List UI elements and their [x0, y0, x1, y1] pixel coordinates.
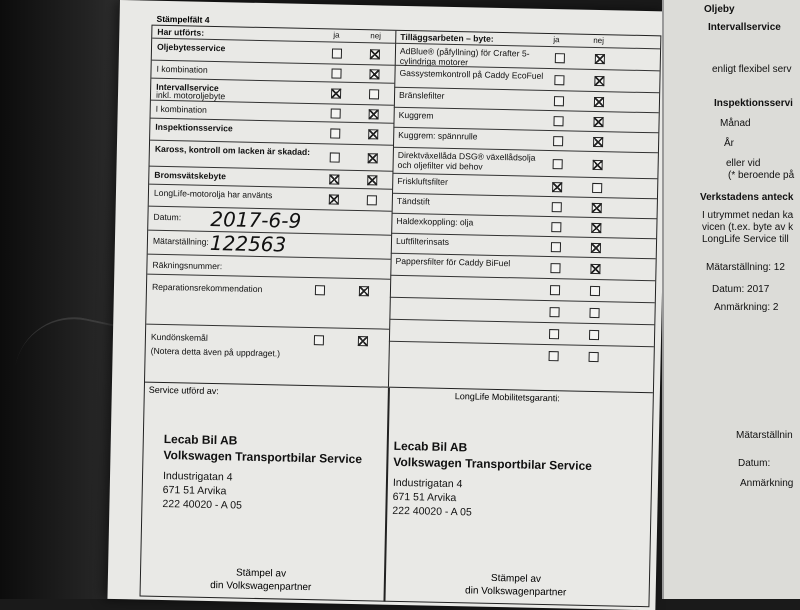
ja-checkbox[interactable] [551, 242, 561, 252]
row-label: Gassystemkontroll på Caddy EcoFuel [399, 67, 544, 81]
nej-checkbox[interactable] [368, 129, 378, 139]
p2-line: Verkstadens anteck [700, 192, 794, 203]
service-booklet-page [107, 0, 667, 610]
form-title: Stämpelfält 4 [156, 13, 210, 25]
p2-line: Månad [720, 118, 751, 129]
p2-line: (* beroende på [728, 170, 795, 181]
p2-line: Anmärkning: 2 [714, 302, 779, 313]
row-label: Friskluftsfilter [397, 175, 448, 187]
kund-row [145, 324, 389, 387]
left-header: Har utförts: [157, 26, 205, 38]
dealer-stamp-left [162, 431, 362, 515]
nej-checkbox[interactable] [369, 109, 379, 119]
nej-checkbox[interactable] [589, 308, 599, 318]
p2-line: LongLife Service till [702, 234, 789, 245]
row-label: Intervallservice [156, 81, 219, 94]
stamp-city: 671 51 Arvika [392, 490, 457, 505]
row-label: Direktväxellåda DSG® växellådsolja och oljefilter vid behov [397, 149, 536, 172]
stamp-street: Industrigatan 4 [392, 476, 463, 491]
stamp-name: Lecab Bil AB [393, 438, 468, 455]
row-label: Tändstift [396, 195, 430, 207]
nej-checkbox[interactable] [590, 264, 600, 274]
row-sub-label: inkl. motoroljebyte [155, 89, 226, 102]
ja-checkbox[interactable] [552, 202, 562, 212]
nej-checkbox[interactable] [359, 286, 369, 296]
nej-checkbox[interactable] [594, 97, 604, 107]
stamp-code: 222 40020 - A 05 [392, 504, 472, 519]
stamp-city: 671 51 Arvika [162, 484, 227, 498]
stamp-sub: Volkswagen Transportbilar Service [393, 454, 593, 473]
nej-checkbox[interactable] [592, 203, 602, 213]
p2-line: Mätarställning: 12 [706, 262, 785, 273]
nej-checkbox[interactable] [593, 137, 603, 147]
p2-line: Mätarställnin [736, 430, 793, 441]
ja-checkbox[interactable] [555, 53, 565, 63]
p2-line: Inspektionsservi [714, 98, 793, 109]
reparation-label: Reparationsrekommendation [151, 281, 263, 295]
row-label: Haldexkoppling: olja [396, 215, 474, 228]
p2-line: Intervallservice [708, 22, 781, 33]
dealer-stamp-right [392, 438, 592, 522]
p2-line: Anmärkning [740, 478, 794, 489]
nej-checkbox[interactable] [369, 89, 379, 99]
stamp-code: 222 40020 - A 05 [162, 498, 242, 512]
row-label: I kombination [156, 63, 208, 75]
stamp-sub: Volkswagen Transportbilar Service [163, 448, 363, 467]
nej-checkbox[interactable] [592, 183, 602, 193]
nej-label: nej [370, 31, 382, 41]
ja-checkbox[interactable] [332, 48, 342, 58]
nej-checkbox[interactable] [595, 54, 605, 64]
caption-line-1: Stämpel av [490, 572, 542, 585]
next-booklet-page [662, 0, 800, 599]
row-label: Luftfilterinsats [395, 235, 450, 247]
nej-checkbox[interactable] [358, 336, 368, 346]
right-row [388, 341, 653, 369]
ja-checkbox[interactable] [550, 263, 560, 273]
row-label: Inspektionsservice [155, 121, 233, 134]
right-column [388, 31, 660, 392]
caption-line-2: din Volkswagenpartner [210, 580, 312, 594]
caption-line-2: din Volkswagenpartner [464, 585, 567, 599]
nej-checkbox[interactable] [591, 243, 601, 253]
row-label: Bromsvätskebyte [154, 169, 227, 182]
mobility-label: LongLife Mobilitetsgaranti: [454, 391, 560, 404]
ja-checkbox[interactable] [331, 68, 341, 78]
p2-line: I utrymmet nedan ka [702, 210, 794, 221]
datum-value[interactable]: 2017-6-9 [210, 206, 302, 233]
ja-checkbox[interactable] [315, 285, 325, 295]
nej-checkbox[interactable] [593, 117, 603, 127]
ja-checkbox[interactable] [554, 96, 564, 106]
p2-line: enligt flexibel serv [712, 64, 792, 75]
p2-line: År [724, 138, 734, 149]
p2-line: eller vid [726, 158, 761, 169]
rakning-label: Räkningsnummer: [152, 259, 223, 272]
ja-checkbox[interactable] [331, 108, 341, 118]
ja-checkbox[interactable] [330, 152, 340, 162]
matar-label: Mätarställning: [152, 235, 209, 247]
datum-label: Datum: [153, 211, 182, 223]
nej-checkbox[interactable] [367, 175, 377, 185]
row-label: Kuggrem: spännrulle [398, 129, 478, 142]
nej-checkbox[interactable] [591, 223, 601, 233]
ja-checkbox[interactable] [553, 136, 563, 146]
kund-label: Kundönskemål [150, 331, 208, 343]
service-label: Service utförd av: [148, 384, 219, 397]
row-label: AdBlue® (påfyllning) för Crafter 5-cylindriga motorer [399, 45, 530, 68]
row-label: Kuggrem [398, 109, 434, 121]
nej-checkbox[interactable] [369, 69, 379, 79]
stamp-caption-left [161, 565, 362, 595]
stamp-caption-right [416, 570, 617, 600]
reparation-row [146, 274, 390, 330]
nej-checkbox[interactable] [589, 352, 599, 362]
left-column [145, 26, 396, 387]
p2-line: Datum: 2017 [712, 284, 770, 295]
ja-checkbox[interactable] [549, 329, 559, 339]
row-label: Kaross, kontroll om lacken är skadad: [154, 143, 311, 158]
nej-checkbox[interactable] [594, 76, 604, 86]
ja-checkbox[interactable] [314, 335, 324, 345]
row-label: I kombination [155, 103, 207, 115]
ja-checkbox[interactable] [330, 128, 340, 138]
ja-label: ja [333, 30, 340, 40]
right-header: Tilläggsarbeten – byte: [400, 31, 494, 44]
row-label [394, 344, 539, 347]
nej-checkbox[interactable] [590, 286, 600, 296]
row-label: Oljebytesservice [156, 41, 226, 54]
ja-label-right: ja [553, 35, 560, 45]
ja-checkbox[interactable] [553, 159, 563, 169]
row-label [395, 300, 540, 303]
stamp-divider [383, 388, 389, 602]
nej-checkbox[interactable] [593, 160, 603, 170]
p2-line: Oljeby [704, 4, 735, 15]
ja-checkbox[interactable] [551, 222, 561, 232]
nej-checkbox[interactable] [368, 153, 378, 163]
p2-line: vicen (t.ex. byte av k [702, 222, 794, 233]
nej-checkbox[interactable] [367, 195, 377, 205]
stamp-field-form [140, 13, 662, 608]
row-label: Pappersfilter för Caddy BiFuel [395, 255, 511, 269]
row-label: LongLife-motorolja har använts [153, 187, 273, 201]
ja-checkbox[interactable] [549, 307, 559, 317]
matar-value[interactable]: 122563 [209, 230, 287, 257]
p2-line: Datum: [738, 458, 771, 469]
ja-checkbox[interactable] [552, 182, 562, 192]
row-label [395, 278, 540, 281]
ja-checkbox[interactable] [549, 351, 559, 361]
stamp-area [141, 382, 653, 608]
row-label: Bränslefilter [398, 89, 445, 101]
caption-line-1: Stämpel av [235, 567, 287, 580]
nej-checkbox[interactable] [589, 330, 599, 340]
ja-checkbox[interactable] [329, 174, 339, 184]
stamp-street: Industrigatan 4 [162, 470, 233, 484]
ja-checkbox[interactable] [553, 116, 563, 126]
stamp-name: Lecab Bil AB [163, 432, 238, 448]
ja-checkbox[interactable] [331, 88, 341, 98]
ja-checkbox[interactable] [554, 75, 564, 85]
notera-note: (Notera detta även på uppdraget.) [150, 345, 281, 359]
nej-checkbox[interactable] [370, 49, 380, 59]
ja-checkbox[interactable] [550, 285, 560, 295]
row-label [394, 322, 539, 325]
ja-checkbox[interactable] [329, 194, 339, 204]
nej-label-right: nej [593, 35, 605, 46]
